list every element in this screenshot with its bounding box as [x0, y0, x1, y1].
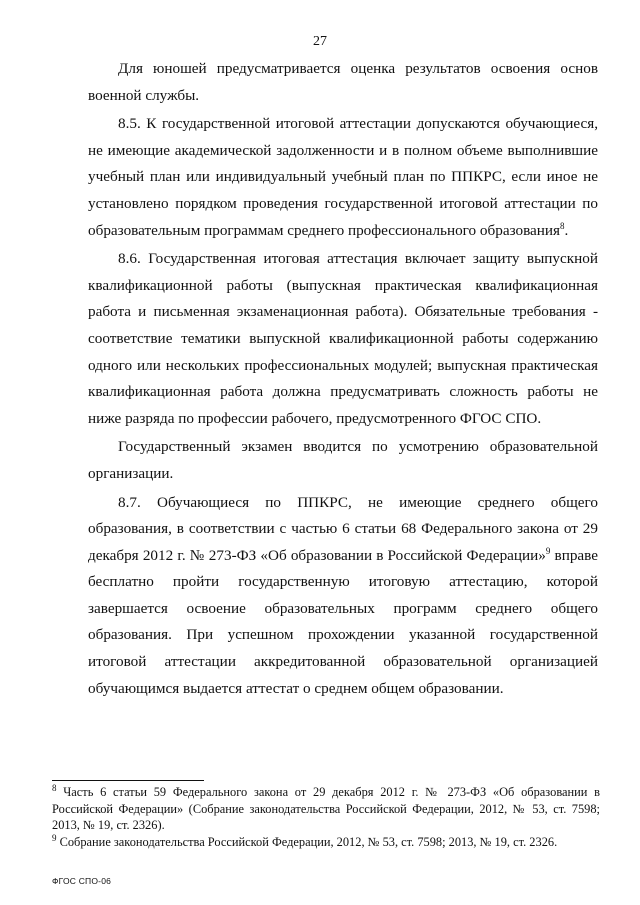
paragraph-state-exam: Государственный экзамен вводится по усмотрению образовательной организации.: [88, 438, 598, 482]
footnote-ref-9: 9: [545, 545, 551, 556]
body-text: [88, 56, 598, 704]
footnote-ref-8: 8: [560, 220, 565, 231]
paragraph-8-5: [88, 111, 598, 244]
paragraph-8-5-text: 8.5. К государственной итоговой аттестации допускаются обучающиеся, не имеющие академической задолженности и в полном объеме выполнившие учебный план или индивидуальный учебный план по ППКРС, если иное не установлено порядком проведения государственной итоговой аттестации по образовательным программам среднего профессионального образования: [88, 115, 598, 239]
page-number: 27: [313, 34, 327, 49]
paragraph-8-6: 8.6. Государственная итоговая аттестация включает защиту выпускной квалификационной работы (выпускная практическая квалификационная работа и письменная экзаменационная работа). Обязательные требования - соответствие тематики выпускной квалификационной работы содержанию одного или нескольких профессиональных модулей; выпускная практическая квалификационная работа должна предусматривать сложность работы не ниже разряда по профессии рабочего, предусмотренного ФГОС СПО.: [88, 250, 598, 427]
footer-code: ФГОС СПО-06: [52, 876, 112, 886]
paragraph-8-7-text-a: 8.7. Обучающиеся по ППКРС, не имеющие среднего общего образования, в соответствии с частью 6 статьи 68 Федерального закона от 29 декабря 2012 г. № 273-ФЗ «Об образовании в Российской Федерации»: [88, 493, 598, 564]
paragraph-8-5-end: .: [564, 221, 569, 239]
paragraph-military-service: Для юношей предусматривается оценка результатов освоения основ военной службы.: [88, 60, 598, 104]
paragraph-8-7: [88, 490, 598, 703]
footnote-9: [52, 834, 600, 851]
footnote-8: [52, 784, 600, 834]
footnote-number-9: 9: [52, 832, 57, 843]
footnote-8-text: Часть 6 статьи 59 Федерального закона от 29 декабря 2012 г. № 273-ФЗ «Об образовании в Российской Федерации» (Собрание законодательства Российской Федерации, 2012, № 53, ст. 7598; 2013, № 19, ст. 2326).: [52, 785, 600, 832]
footnote-9-text: Собрание законодательства Российской Федерации, 2012, № 53, ст. 7598; 2013, № 19, ст. 2326.: [56, 834, 558, 849]
paragraph-8-7-text-b: вправе бесплатно пройти государственную итоговую аттестацию, которой завершается освоение образовательных программ среднего общего образования. При успешном прохождении указанной государственной итоговой аттестации аккредитованной образовательной организацией обучающимся выдается аттестат о среднем общем образовании.: [88, 546, 598, 697]
footnote-number-8: 8: [52, 782, 57, 793]
footnote-separator: [52, 780, 204, 781]
footnotes: [52, 784, 600, 850]
